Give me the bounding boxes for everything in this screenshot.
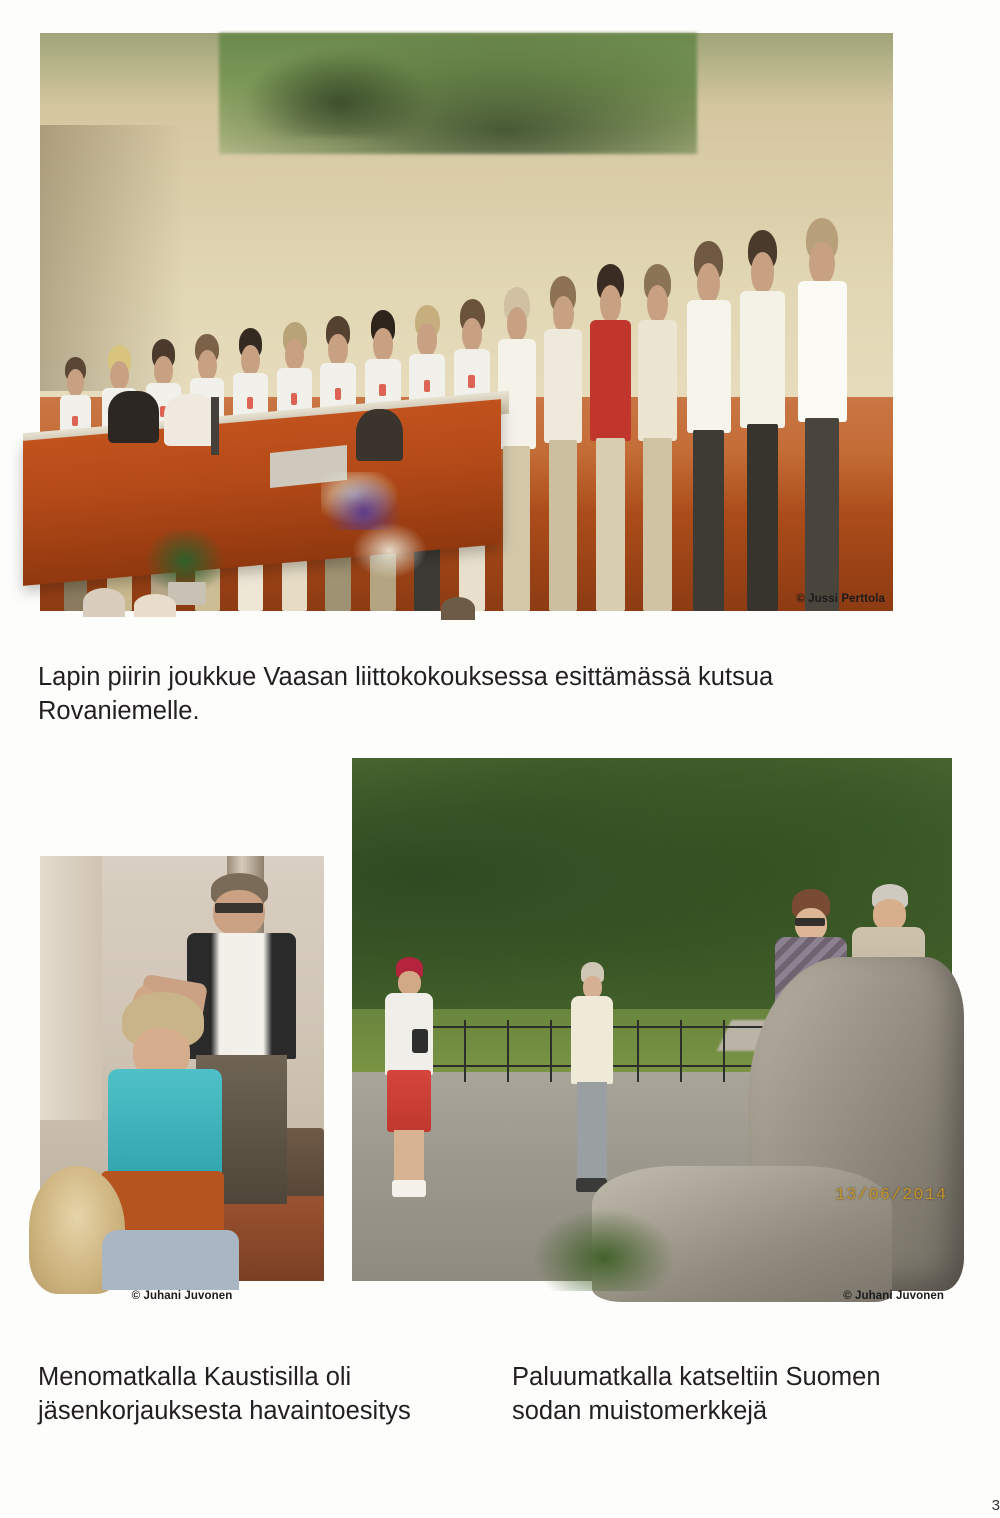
foreground-shoulder [102,1230,238,1290]
person-figure [738,230,787,611]
head [398,971,421,995]
caption-left: Menomatkalla Kaustisilla oli jäsenkorjauksesta havaintoesitys [38,1363,411,1426]
legs [643,438,671,611]
visitor-with-camera [382,957,436,1198]
torso [638,320,677,441]
torso [590,320,631,441]
caption-top: Lapin piirin joukkue Vaasan liittokokouksessa esittämässä kutsua Rovaniemelle. [38,663,774,726]
head [110,361,129,390]
person-figure [635,264,679,611]
legs [549,440,577,611]
legs [693,430,724,611]
audience-head [134,594,177,617]
visitor-light-jacket [568,962,616,1192]
shoes [392,1180,427,1197]
head [647,285,668,323]
head [809,242,834,285]
shirt-logo [424,380,430,392]
photo-credit: © Juhani Juvonen [131,1290,233,1302]
head [154,356,173,386]
person-figure [796,218,849,611]
person-figure [496,287,539,611]
legs [805,418,839,611]
head [553,296,574,333]
fence-post [507,1020,509,1083]
fence-post [550,1020,552,1083]
head [417,323,437,357]
auditorium-scene [40,33,893,611]
head [241,345,260,376]
fence-post [464,1020,466,1083]
camera-datestamp: 13/06/2014 [834,1186,947,1205]
memorial-visit-photo [352,758,952,1302]
seated-person [108,391,159,443]
audience-head [441,597,475,620]
person-figure [588,264,632,611]
page-number: 3 [991,1497,1000,1514]
torso [687,300,731,433]
head [751,252,775,294]
flower-spray [347,519,432,583]
fence-post [723,1020,725,1083]
photo-credit: © Juhani Juvonen [843,1290,944,1302]
head [67,369,85,397]
caption-right: Paluumatkalla katseltiin Suomen sodan muistomerkkejä [512,1363,881,1426]
bush [532,1208,676,1292]
head [373,328,393,361]
legs [596,438,624,611]
person-figure [542,276,586,611]
legs [394,1130,424,1183]
trousers [577,1082,608,1183]
client-figure [108,992,222,1247]
audience-head [83,588,126,617]
auditorium-photo [40,33,893,611]
wall-panel [40,856,102,1120]
floral-skirt [387,1070,430,1133]
microphone [211,397,220,455]
shirt-logo [468,375,475,388]
head [600,285,621,323]
torso [740,291,786,428]
memorial-scene [352,758,952,1281]
head [198,350,217,381]
light-jacket [571,996,613,1083]
client-top [108,1069,222,1181]
legs [503,446,530,611]
eyeglasses [795,918,825,926]
head [507,307,527,343]
camera [412,1029,428,1053]
fence-post [680,1020,682,1083]
head [285,339,304,371]
hair-demo-photo [40,856,324,1302]
legs [747,424,779,611]
shirt-logo [72,416,78,426]
torso [544,329,582,443]
head [873,899,906,930]
head [583,976,602,999]
shirt-logo [247,397,253,409]
seated-person [356,409,403,461]
shirt-logo [335,388,341,400]
head [462,318,482,352]
practitioner-head [213,890,265,936]
head [697,263,720,304]
torso [798,281,847,422]
person-figure [685,241,733,611]
eyeglasses [215,903,263,913]
shirt-logo [379,384,385,396]
photo-credit: © Jussi Perttola [796,593,885,605]
head [328,334,347,366]
fence-post [637,1020,639,1083]
shirt-logo [291,393,297,405]
hair-demo-scene [40,856,324,1281]
